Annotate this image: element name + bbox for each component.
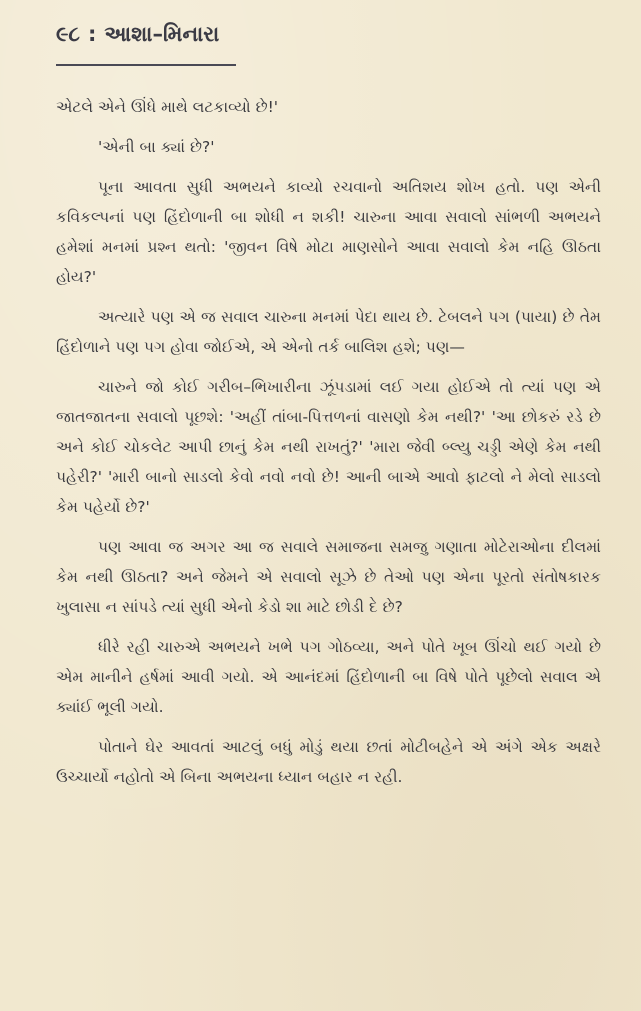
paragraph-2: 'એની બા ક્યાં છે?' [98, 138, 215, 156]
paragraph-1: એટલે એને ઊંધે માથે લટકાવ્યો છે!' [56, 98, 279, 116]
paragraph-7: ધીરે રહી ચારુએ અભયને ખભે પગ ગોઠવ્યા, અને પોતે ખૂબ ઊંચો થઈ ગયો છે એમ માનીને હર્ષમાં આવી ગયો. એ આનંદમાં હિંદોળાની બા વિષે પોતે પૂછેલો સવાલ એ ક્યાંઈ ભૂલી ગયો. [56, 638, 601, 716]
paragraph-4: અત્યારે પણ એ જ સવાલ ચારુના મનમાં પેદા થાય છે. ટેબલને પગ (પાયા) છે તેમ હિંદોળાને પણ પગ હોવા જોઈએ, એ એનો તર્ક બાલિશ હશે; પણ— [56, 308, 601, 356]
chapter-title: આશા–મિનારા [104, 22, 220, 46]
paragraph-5: ચારુને જો કોઈ ગરીબ–ભિખારીના ઝૂંપડામાં લઈ ગયા હોઈએ તો ત્યાં પણ એ જાતજાતના સવાલો પૂછશે: 'અહીં તાંબા-પિત્તળનાં વાસણો કેમ નથી?' 'આ છોકરું રડે છે અને કોઈ ચોકલેટ આપી છાનું કેમ નથી રાખતું?' 'મારા જેવી બ્લ્યુ ચડ્ડી એણે કેમ નથી પહેરી?' 'મારી બાનો સાડલો કેવો નવો નવો છે! આની બાએ આવો ફાટલો ને મેલો સાડલો કેમ પહેર્યો છે?' [56, 378, 601, 516]
header-separator: : [87, 22, 97, 46]
paragraph-3: પૂના આવતા સુધી અભયને કાવ્યો રચવાનો અતિશય શોખ હતો. પણ એની કવિકલ્પનાં પણ હિંદોળાની બા શોધી ન શકી! ચારુના આવા સવાલો સાંભળી અભયને હમેશાં મનમાં પ્રશ્ન થતો: 'જીવન વિષે મોટા માણસોને આવા સવાલો કેમ નહિ ઊઠતા હોય?' [56, 178, 601, 286]
page-number: ૯૮ [56, 22, 80, 46]
page-body [56, 92, 601, 792]
paragraph-8: પોતાને ઘેર આવતાં આટલું બધું મોડું થયા છતાં મોટીબહેને એ અંગે એક અક્ષરે ઉચ્ચાર્યો નહોતો એ બિના અભયના ધ્યાન બહાર ન રહી. [56, 738, 601, 786]
header-underline [56, 64, 236, 66]
paragraph-6: પણ આવા જ અગર આ જ સવાલે સમાજના સમજુ ગણાતા મોટેરાઓના દીલમાં કેમ નથી ઊઠતા? અને જેમને એ સવાલો સૂઝે છે તેઓ પણ એના પૂરતો સંતોષકારક ખુલાસા ન સાંપડે ત્યાં સુધી એનો કેડો શા માટે છોડી દે છે? [56, 538, 601, 616]
page-header [56, 22, 601, 64]
